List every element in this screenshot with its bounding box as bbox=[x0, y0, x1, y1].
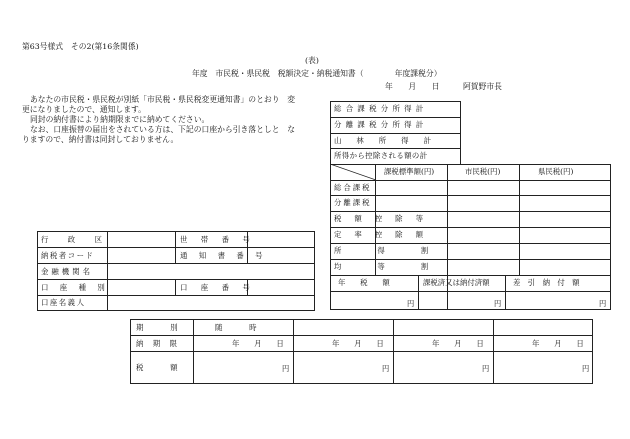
label-tsuchisho-bango: 通 知 書 番 号 bbox=[180, 251, 265, 260]
nokigen-date-4: 年 月 日 bbox=[532, 339, 584, 348]
row-sogo-shotoku: 総合課税分所得計 bbox=[334, 104, 428, 113]
zeigaku-yen-1: 円 bbox=[282, 364, 290, 373]
row-sogo-kazei: 総合課税 bbox=[334, 183, 372, 192]
row-sanrin-shotoku: 山林所得計 bbox=[334, 136, 446, 145]
label-kinyu-kikan: 金融機関名 bbox=[41, 267, 93, 276]
nokigen-date-3: 年 月 日 bbox=[432, 339, 484, 348]
label-nozeisha-code: 納税者コード bbox=[41, 251, 95, 260]
notice-line-1: あなたの市民税・県民税が別紙「市民税・県民税変更通知書」のとおり 変 bbox=[30, 95, 296, 104]
row-zeigaku-kojo: 税額控除等 bbox=[334, 214, 436, 223]
issuer: 阿賀野市長 bbox=[463, 82, 502, 91]
col-kazei-hyojun: 課税標準額(円) bbox=[384, 167, 435, 176]
label-setai-bango: 世 帯 番 号 bbox=[180, 235, 253, 244]
col-kenminzei: 県民税(円) bbox=[538, 167, 574, 176]
label-zuiji: 随 時 bbox=[215, 323, 261, 332]
notice-line-3: 同封の納付書により納期限までに納めてください。 bbox=[30, 115, 210, 124]
nokigen-date-2: 年 月 日 bbox=[332, 339, 384, 348]
header-diagonal bbox=[330, 164, 376, 181]
row-teiritsu-kojo: 定率控除額 bbox=[334, 230, 436, 239]
header-sashihiki: 差 引 納 付 額 bbox=[513, 278, 580, 287]
label-kibetsu: 期 別 bbox=[136, 323, 182, 332]
notice-line-5: りますので、納付書は同封しておりません。 bbox=[22, 135, 179, 144]
issue-date: 年 月 日 bbox=[385, 82, 440, 91]
row-shotokuwari: 所得割 bbox=[334, 246, 465, 255]
row-kintowari: 均等割 bbox=[334, 262, 465, 271]
yen-nenzeigaku: 円 bbox=[407, 299, 415, 308]
document-title: 年度 市民税・県民税 税額決定・納税通知書（ 年度課税分） bbox=[192, 69, 442, 78]
header-nenzeigaku: 年 税 額 bbox=[338, 278, 390, 287]
label-gyoseiku: 行 政 区 bbox=[41, 235, 108, 244]
zeigaku-yen-3: 円 bbox=[482, 364, 490, 373]
label-koza-meigi: 口座名義人 bbox=[41, 298, 86, 307]
label-koza-bango: 口 座 番 号 bbox=[180, 283, 253, 292]
row-bunri-kazei: 分離課税 bbox=[334, 198, 372, 207]
omote-label: (表) bbox=[305, 56, 319, 65]
header-kazeizumi: 課税済又は納付済額 bbox=[423, 278, 490, 287]
zeigaku-yen-4: 円 bbox=[582, 364, 590, 373]
form-number: 第63号様式 その2(第16条関係) bbox=[22, 42, 139, 51]
label-nokigen: 納 期 限 bbox=[136, 339, 178, 348]
nokigen-date-1: 年 月 日 bbox=[232, 339, 284, 348]
row-kojo-total: 所得から控除される額の計 bbox=[334, 151, 428, 160]
notice-line-4: なお、口座振替の届出をされている方は、下記の口座から引き落としと な bbox=[30, 125, 296, 134]
col-shiminzei: 市民税(円) bbox=[465, 167, 501, 176]
zeigaku-yen-2: 円 bbox=[382, 364, 390, 373]
yen-kazeizumi: 円 bbox=[494, 299, 502, 308]
yen-sashihiki: 円 bbox=[599, 299, 607, 308]
label-zeigaku: 税 額 bbox=[136, 363, 182, 372]
label-koza-shubetsu: 口 座 種 別 bbox=[41, 283, 107, 292]
notice-line-2: 更になりましたので、通知します。 bbox=[22, 105, 146, 114]
row-bunri-shotoku: 分離課税分所得計 bbox=[334, 120, 428, 129]
